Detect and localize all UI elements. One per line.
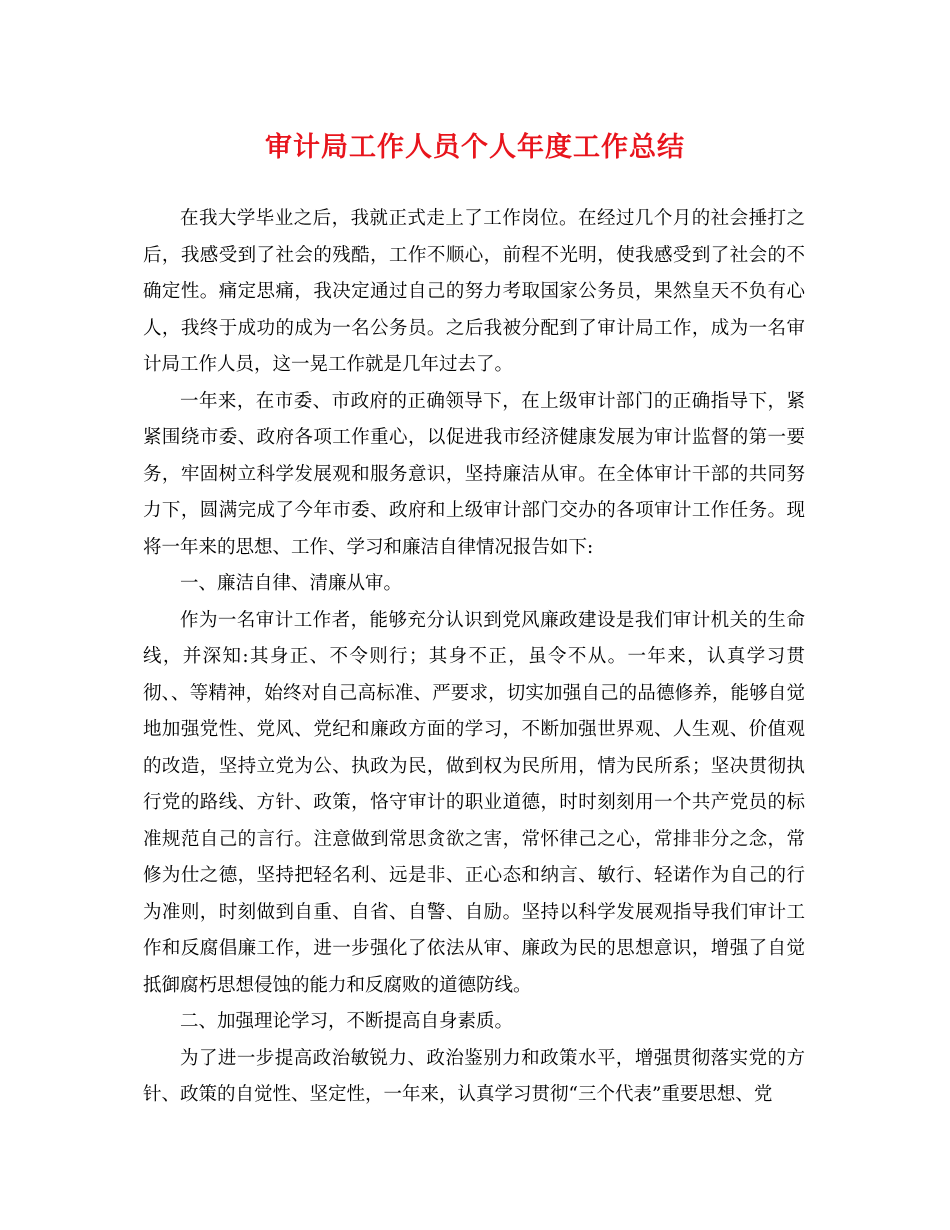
paragraph-intro: 在我大学毕业之后，我就正式走上了工作岗位。在经过几个月的社会捶打之后，我感受到了社会的残酷，工作不顺心，前程不光明，使我感受到了社会的不确定性。痛定思痛，我决定通过自己的努力考取国家公务员，果然皇天不负有心人，我终于成功的成为一名公务员。之后我被分配到了审计局工作，成为一名审计局工作人员，这一晃工作就是几年过去了。 <box>143 208 805 375</box>
paragraph-overview: 一年来，在市委、市政府的正确领导下，在上级审计部门的正确指导下，紧紧围绕市委、政府各项工作重心，以促进我市经济健康发展为审计监督的第一要务，牢固树立科学发展观和服务意识，坚持廉洁从审。在全体审计干部的共同努力下，圆满完成了今年市委、政府和上级审计部门交办的各项审计工作任务。现将一年来的思想、工作、学习和廉洁自律情况报告如下: <box>143 390 805 558</box>
section-heading-2: 二、加强理论学习，不断提高自身素质。 <box>180 1011 514 1032</box>
section-heading-1: 一、廉洁自律、清廉从审。 <box>180 573 403 594</box>
document-body <box>143 201 805 1114</box>
paragraph-section-1: 作为一名审计工作者，能够充分认识到党风廉政建设是我们审计机关的生命线，并深知:其身正、不令则行；其身不正，虽令不从。一年来，认真学习贯彻、、等精神，始终对自己高标准、严要求，切实加强自己的品德修养，能够自觉地加强党性、党风、党纪和廉政方面的学习，不断加强世界观、人生观、价值观的改造，坚持立党为公、执政为民，做到权为民所用，情为民所系；坚决贯彻执行党的路线、方针、政策，恪守审计的职业道德，时时刻刻用一个共产党员的标准规范自己的言行。注意做到常思贪欲之害，常怀律己之心，常排非分之念，常修为仕之德，坚持把轻名利、远是非、正心态和纳言、敏行、轻诺作为自己的行为准则，时刻做到自重、自省、自警、自励。坚持以科学发展观指导我们审计工作和反腐倡廉工作，进一步强化了依法从审、廉政为民的思想意识，增强了自觉抵御腐朽思想侵蚀的能力和反腐败的道德防线。 <box>143 609 805 996</box>
document-title: 审计局工作人员个人年度工作总结 <box>265 132 685 163</box>
paragraph-section-2: 为了进一步提高政治敏锐力、政治鉴别力和政策水平，增强贯彻落实党的方针、政策的自觉性、坚定性，一年来，认真学习贯彻“三个代表”重要思想、党 <box>143 1047 805 1105</box>
